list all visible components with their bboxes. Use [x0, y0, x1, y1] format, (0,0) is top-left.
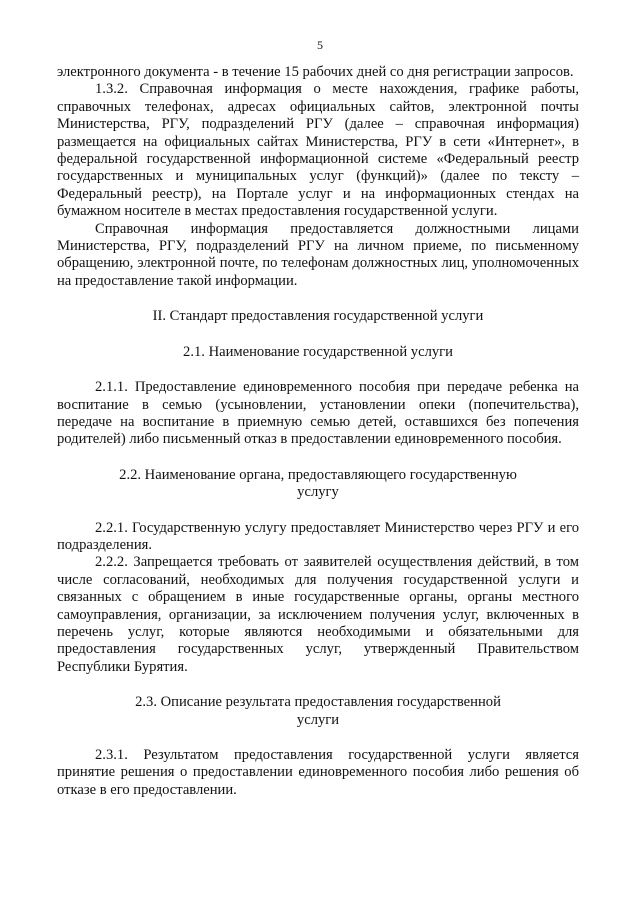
paragraph-2-2-2: 2.2.2. Запрещается требовать от заявителей осуществления действий, в том числе согласований, необходимых для получения государственной услуги и связанных с обращением в иные государственные органы, органы местного самоуправления, организации, за исключением получения услуг, включенных в перечень услуг, которые являются необходимыми и обязательными для предоставления государственных услуг, утвержденный Правительством Республики Бурятия.: [57, 554, 579, 675]
heading-2-1: 2.1. Наименование государственной услуги: [183, 343, 453, 360]
paragraph-reference-info: Справочная информация предоставляется должностными лицами Министерства, РГУ, подразделений РГУ на личном приеме, по письменному обращению, электронной почте, по телефонам должностных лиц, уполномоченных на предоставление такой информации.: [57, 220, 579, 289]
paragraph-2-3-1: 2.3.1. Результатом предоставления государственной услуги является принятие решения о предоставлении единовременного пособия либо решения об отказе в его предоставлении.: [57, 747, 579, 798]
heading-2-3: [57, 694, 579, 729]
document-body: [57, 64, 579, 799]
paragraph-2-2-1: 2.2.1. Государственную услугу предоставляет Министерство через РГУ и его подразделения.: [57, 519, 579, 553]
heading-2-2-line1: 2.2. Наименование органа, предоставляющего государственную: [119, 466, 517, 483]
heading-2-3-line1: 2.3. Описание результата предоставления государственной: [135, 694, 501, 711]
paragraph-continuation: электронного документа - в течение 15 рабочих дней со дня регистрации запросов.: [57, 64, 574, 80]
heading-2-2: [57, 467, 579, 502]
paragraph-1-3-2: 1.3.2. Справочная информация о месте нахождения, графике работы, справочных телефонах, адресах официальных сайтов, электронной почты Министерства, РГУ, подразделений РГУ (далее – справочная информация) размещается на официальных сайтах Министерства, РГУ в сети «Интернет», в федеральной государственной информационной системе «Федеральный реестр государственных и муниципальных услуг (функций)» (далее по тексту – Федеральный реестр), на Портале услуг и на информационных стендах на бумажном носителе в местах предоставления государственной услуги.: [57, 81, 579, 220]
paragraph-2-1-1: 2.1.1. Предоставление единовременного пособия при передаче ребенка на воспитание в семью (усыновлении, установлении опеки (попечительства), передаче на воспитание в приемную семью детей, оставшихся без попечения родителей) либо письменный отказ в предоставлении единовременного пособия.: [57, 379, 579, 448]
heading-2-3-line2: услуги: [296, 711, 340, 728]
heading-2-2-line2: услугу: [297, 484, 339, 501]
section-heading-2: II. Стандарт предоставления государственной услуги: [152, 308, 484, 325]
page-number: 5: [317, 38, 323, 52]
